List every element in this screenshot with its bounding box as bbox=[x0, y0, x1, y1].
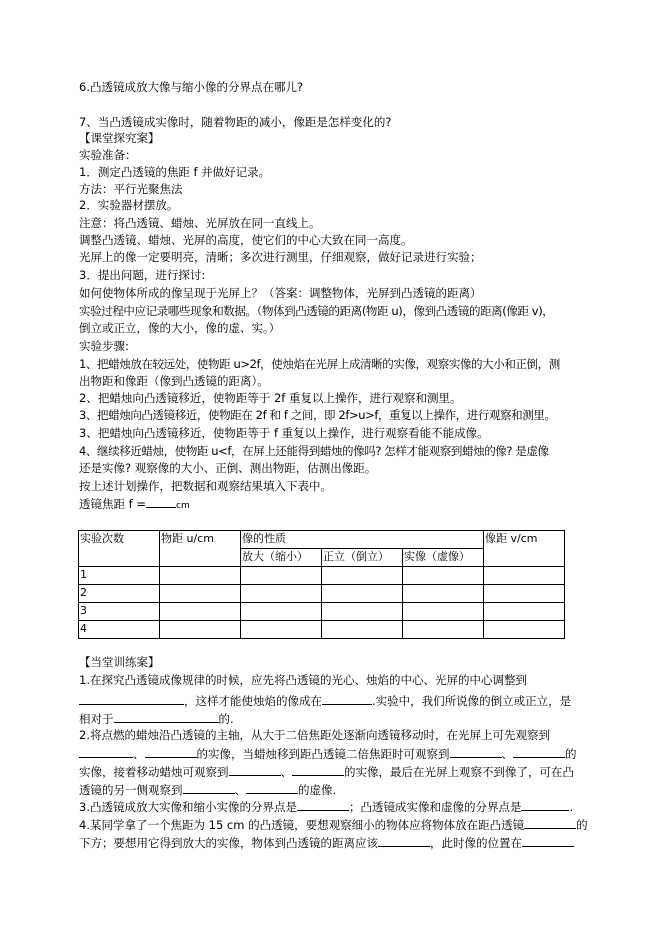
blank[interactable] bbox=[524, 816, 576, 829]
inquiry-line: 1、把蜡烛放在较远处，使物距 u>2f，使烛焰在光屏上成清晰的实像，观察实像的大小和正倒，测 bbox=[79, 357, 560, 371]
blank[interactable] bbox=[146, 495, 176, 508]
table-cell[interactable] bbox=[160, 567, 241, 585]
table-cell[interactable] bbox=[241, 567, 322, 585]
trial-number: 4 bbox=[79, 621, 160, 639]
trial-number: 1 bbox=[79, 567, 160, 585]
blank[interactable] bbox=[79, 692, 184, 705]
text: 4.某同学拿了一个焦距为 15 cm 的凸透镜，要想观察细小的物体应将物体放在距凸透镜 bbox=[79, 818, 525, 832]
inquiry-line: 出物距和像距（像到凸透镜的距离）。 bbox=[79, 374, 269, 388]
blank[interactable] bbox=[114, 710, 219, 723]
text: 的. bbox=[218, 712, 234, 726]
focal-length-line bbox=[79, 495, 190, 514]
training-2d bbox=[79, 781, 336, 798]
inquiry-line: 3、把蜡烛向凸透镜移近，使物距在 2f 和 f 之间，即 2f>u>f，重复以上操作，进行观察和测里。 bbox=[79, 408, 556, 422]
text: 的实像，当蜡烛移到距凸透镜二倍焦距时可观察到 bbox=[196, 747, 450, 761]
table-row bbox=[79, 585, 565, 603]
inquiry-line: 实验步骤: bbox=[79, 339, 129, 353]
inquiry-line: 2．实验器材摆放。 bbox=[79, 198, 179, 212]
training-1b bbox=[79, 692, 571, 709]
table-cell[interactable] bbox=[403, 585, 484, 603]
text: 、 bbox=[234, 783, 246, 797]
focal-label: 透镜焦距 f = bbox=[79, 497, 146, 511]
table-cell[interactable] bbox=[241, 603, 322, 621]
header-image-distance: 像距 v/cm bbox=[484, 531, 565, 567]
inquiry-line: 方法：平行光聚焦法 bbox=[79, 182, 183, 196]
training-1a: 1.在探究凸透镜成像规律的时候，应先将凸透镜的光心、烛焰的中心、光屏的中心调整到 bbox=[79, 673, 527, 687]
blank[interactable] bbox=[145, 745, 197, 758]
inquiry-line: 如何使物体所成的像呈现于光屏上？（答案：调整物体，光屏到凸透镜的距离） bbox=[79, 286, 482, 300]
table-cell[interactable] bbox=[484, 567, 565, 585]
inquiry-line: 注意：将凸透镜、蜡烛、光屏放在同一直线上。 bbox=[79, 216, 321, 230]
table-row bbox=[79, 621, 565, 639]
trial-number: 2 bbox=[79, 585, 160, 603]
subheader-orientation: 正立（倒立） bbox=[322, 549, 403, 567]
subheader-real-virtual: 实像（虚像） bbox=[403, 549, 484, 567]
table-cell[interactable] bbox=[322, 603, 403, 621]
text: ，此时像的位置在 bbox=[430, 836, 522, 850]
text: 3.凸透镜成放大实像和缩小实像的分界点是 bbox=[79, 800, 297, 814]
inquiry-line: 光屏上的像一定要明亮，清晰；多次进行测里，仔细观察，做好记录进行实验； bbox=[79, 250, 482, 264]
inquiry-line: 2、把蜡烛向凸透镜移近，使物距等于 2f 重复以上操作，进行观察和测里。 bbox=[79, 391, 462, 405]
focal-unit: cm bbox=[176, 501, 190, 511]
text: 的 bbox=[576, 818, 588, 832]
trial-number: 3 bbox=[79, 603, 160, 621]
training-4a bbox=[79, 816, 588, 833]
table-cell[interactable] bbox=[322, 585, 403, 603]
text: 、 bbox=[133, 747, 145, 761]
inquiry-line: 3．提出问题，进行探讨: bbox=[79, 268, 206, 282]
inquiry-line: 实验过程中应记录哪些现象和数据。（物体到凸透镜的距离(物距 u)，像到凸透镜的距离(像距 v)， bbox=[79, 304, 554, 318]
question-7: 7、当凸透镜成实像时，随着物距的减小，像距是怎样变化的? bbox=[79, 115, 392, 129]
table-cell[interactable] bbox=[160, 603, 241, 621]
inquiry-line: 调整凸透镜、蜡烛、光屏的高度，使它们的中心大致在同一高度。 bbox=[79, 233, 413, 247]
text: 透镜的另一侧观察到 bbox=[79, 783, 183, 797]
blank[interactable] bbox=[297, 798, 349, 811]
blank[interactable] bbox=[450, 745, 502, 758]
text: 、 bbox=[501, 747, 513, 761]
blank[interactable] bbox=[79, 745, 133, 758]
table-cell[interactable] bbox=[322, 567, 403, 585]
text: ；凸透镜成实像和虚像的分界点是 bbox=[348, 800, 522, 814]
training-1c bbox=[79, 710, 234, 727]
blank[interactable] bbox=[322, 692, 372, 705]
text: . bbox=[569, 800, 574, 814]
blank[interactable] bbox=[513, 745, 565, 758]
header-image-nature: 像的性质 bbox=[241, 531, 484, 549]
table-cell[interactable] bbox=[322, 621, 403, 639]
blank[interactable] bbox=[229, 763, 281, 776]
table-cell[interactable] bbox=[403, 603, 484, 621]
blank[interactable] bbox=[292, 763, 344, 776]
question-6: 6.凸透镜成放大像与缩小像的分界点在哪儿? bbox=[79, 80, 304, 94]
section-heading-training: 【当堂训练案】 bbox=[79, 655, 160, 669]
text: .实验中，我们所说像的倒立或正立，是 bbox=[372, 694, 572, 708]
table-cell[interactable] bbox=[241, 621, 322, 639]
blank[interactable] bbox=[522, 834, 574, 847]
inquiry-line: 3、把蜡烛向凸透镜移近，使物距等于 f 重复以上操作，进行观察看能不能成像。 bbox=[79, 426, 489, 440]
table-cell[interactable] bbox=[484, 603, 565, 621]
inquiry-line: 倒立或正立，像的大小，像的虚、实。） bbox=[79, 321, 281, 335]
text: 下方；要想用它得到放大的实像，物体到凸透镜的距离应该 bbox=[79, 836, 378, 850]
table-cell[interactable] bbox=[160, 585, 241, 603]
blank[interactable] bbox=[378, 834, 430, 847]
text: 的虚像. bbox=[298, 783, 337, 797]
inquiry-line: 还是实像? 观察像的大小、正倒、测出物距，估测出像距。 bbox=[79, 461, 377, 475]
text: 实像，接着移动蜡烛可观察到 bbox=[79, 765, 229, 779]
inquiry-line: 按上述计划操作，把数据和观察结果填入下表中。 bbox=[79, 479, 332, 493]
blank[interactable] bbox=[246, 781, 298, 794]
section-heading-inquiry: 【课堂探究案】 bbox=[79, 131, 160, 145]
inquiry-line: 4、继续移近蜡烛，使物距 u<f，在屏上还能得到蜡烛的像吗? 怎样才能观察到蜡烛的像? 是虚像 bbox=[79, 444, 549, 458]
text: 、 bbox=[280, 765, 292, 779]
text: 相对于 bbox=[79, 712, 114, 726]
table-cell[interactable] bbox=[403, 567, 484, 585]
subheader-size: 放大（缩小） bbox=[241, 549, 322, 567]
training-3 bbox=[79, 798, 573, 815]
training-2c bbox=[79, 763, 574, 780]
blank[interactable] bbox=[521, 798, 569, 811]
text: 的 bbox=[565, 747, 577, 761]
text: ，这样才能使烛焰的像成在 bbox=[184, 694, 322, 708]
data-table bbox=[78, 530, 565, 639]
table-cell[interactable] bbox=[241, 585, 322, 603]
training-2a: 2.将点燃的蜡烛沿凸透镜的主轴，从大于二倍焦距处逐渐向透镜移动时，在光屏上可先观察到 bbox=[79, 728, 550, 742]
inquiry-line: 实验准备： bbox=[79, 148, 137, 162]
table-row bbox=[79, 567, 565, 585]
text: 的实像，最后在光屏上观察不到像了，可在凸 bbox=[344, 765, 574, 779]
training-4b bbox=[79, 834, 574, 851]
table-cell[interactable] bbox=[160, 621, 241, 639]
table-cell[interactable] bbox=[403, 621, 484, 639]
inquiry-line: 1．测定凸透镜的焦距 f 并做好记录。 bbox=[79, 165, 271, 179]
blank[interactable] bbox=[183, 781, 235, 794]
table-cell[interactable] bbox=[484, 621, 565, 639]
training-2b bbox=[79, 745, 577, 762]
table-row bbox=[79, 603, 565, 621]
header-object-distance: 物距 u/cm bbox=[160, 531, 241, 567]
table-cell[interactable] bbox=[484, 585, 565, 603]
header-trial: 实验次数 bbox=[79, 531, 160, 567]
